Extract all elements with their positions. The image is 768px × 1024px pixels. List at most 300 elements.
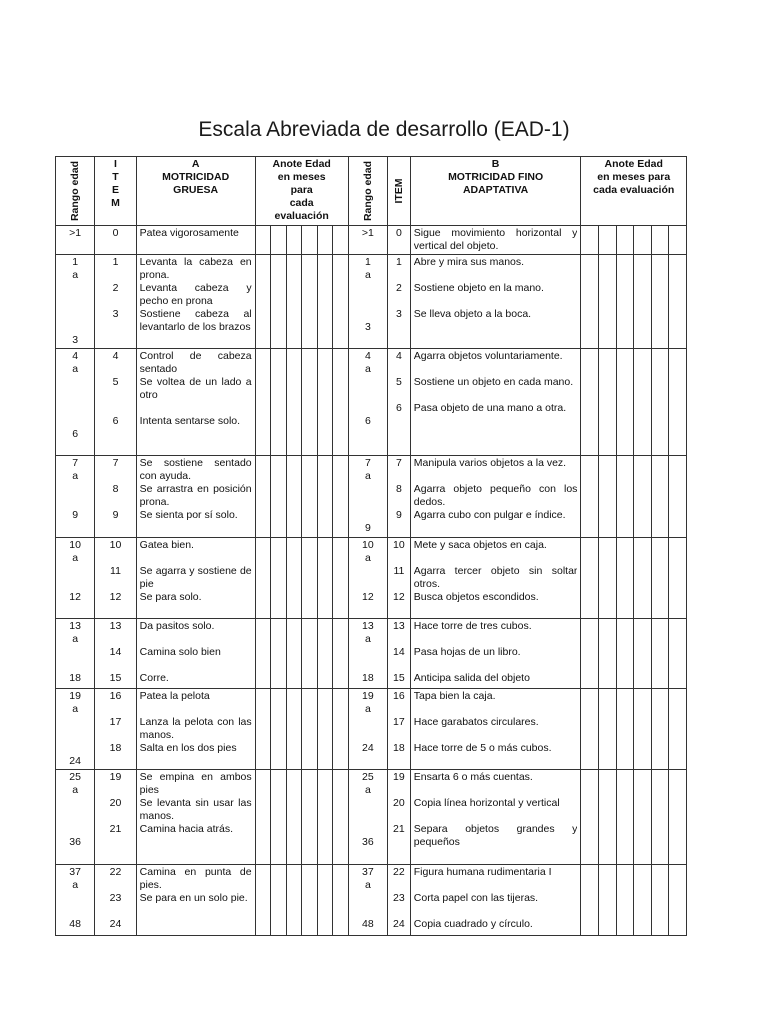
range-cell-a xyxy=(56,619,95,689)
cell-text: 37 xyxy=(69,866,81,878)
evaluation-cell-a[interactable] xyxy=(286,538,302,619)
cell-text: 9 xyxy=(364,522,371,534)
evaluation-cell-a[interactable] xyxy=(302,619,318,689)
range-cell-b xyxy=(348,226,387,255)
cell-text: 1 xyxy=(72,256,79,268)
cell-text: 10 xyxy=(362,539,374,551)
range-cell-b xyxy=(348,349,387,456)
table-row xyxy=(56,865,687,936)
evaluation-cell-a[interactable] xyxy=(333,770,349,865)
cell-text: 19 xyxy=(393,771,405,783)
evaluation-cell-b[interactable] xyxy=(616,456,634,538)
cell-text: 11 xyxy=(110,565,121,577)
cell-text: Separa objetos grandes y pequeños xyxy=(413,823,578,848)
cell-text: 25 xyxy=(362,771,374,783)
item-number-cell-b xyxy=(388,538,411,619)
evaluation-cell-b[interactable] xyxy=(651,349,669,456)
evaluation-cell-a[interactable] xyxy=(286,456,302,538)
cell-text: Sostiene objeto en la mano. xyxy=(413,282,544,294)
cell-text: 9 xyxy=(72,509,79,521)
cell-text: Se empina en ambos pies xyxy=(139,771,252,796)
item-number-cell-b xyxy=(388,770,411,865)
item-number-cell-a xyxy=(95,255,136,349)
cell-text: 13 xyxy=(109,620,122,632)
evaluation-cell-a[interactable] xyxy=(286,770,302,865)
item-number-cell-a xyxy=(95,538,136,619)
item-number-cell-a xyxy=(95,456,136,538)
table-row xyxy=(56,689,687,770)
range-cell-b xyxy=(348,865,387,936)
cell-text: 11 xyxy=(393,565,405,577)
cell-text: Gatea bien. xyxy=(139,539,194,551)
table-row xyxy=(56,619,687,689)
evaluation-cell-b[interactable] xyxy=(616,255,634,349)
item-text-cell-b xyxy=(410,619,581,689)
cell-text: Pasa hojas de un libro. xyxy=(413,646,521,658)
header-item-a: I T E M xyxy=(95,157,136,226)
cell-text: Se para solo. xyxy=(139,591,202,603)
cell-text: Patea vigorosamente xyxy=(139,227,239,239)
evaluation-cell-b[interactable] xyxy=(669,619,687,689)
cell-text: Lanza la pelota con las manos. xyxy=(139,716,252,741)
range-cell-b xyxy=(348,255,387,349)
evaluation-cell-b[interactable] xyxy=(599,619,617,689)
cell-text: a xyxy=(364,879,371,891)
evaluation-cell-a[interactable] xyxy=(333,349,349,456)
cell-text: Agarra cubo con pulgar e índice. xyxy=(413,509,566,521)
evaluation-cell-b[interactable] xyxy=(634,255,652,349)
header-anote-edad-b: Anote Edad en meses para cada evaluación xyxy=(581,157,687,226)
cell-text: 9 xyxy=(395,509,402,521)
evaluation-cell-b[interactable] xyxy=(651,865,669,936)
evaluation-cell-b[interactable] xyxy=(599,689,617,770)
evaluation-cell-a[interactable] xyxy=(271,456,287,538)
evaluation-cell-a[interactable] xyxy=(255,226,271,255)
cell-text: Camina solo bien xyxy=(139,646,221,658)
cell-text: 7 xyxy=(72,457,79,469)
cell-text: Se agarra y sostiene de pie xyxy=(139,565,252,590)
cell-text: 13 xyxy=(69,620,81,632)
cell-text: 8 xyxy=(112,483,119,495)
evaluation-cell-a[interactable] xyxy=(317,865,333,936)
evaluation-cell-b[interactable] xyxy=(599,226,617,255)
cell-text: 15 xyxy=(109,672,122,684)
range-cell-a xyxy=(56,456,95,538)
item-number-cell-a xyxy=(95,349,136,456)
cell-text: 19 xyxy=(69,690,81,702)
evaluation-cell-b[interactable] xyxy=(651,226,669,255)
cell-text: 24 xyxy=(362,742,374,754)
cell-text: 3 xyxy=(395,308,402,320)
cell-text: 25 xyxy=(69,771,81,783)
table-body xyxy=(56,226,687,936)
cell-text: Levanta la cabeza en prona. xyxy=(139,256,252,281)
item-text-cell-a xyxy=(136,538,255,619)
evaluation-cell-b[interactable] xyxy=(634,538,652,619)
item-text-cell-b xyxy=(410,865,581,936)
evaluation-cell-a[interactable] xyxy=(333,619,349,689)
evaluation-cell-a[interactable] xyxy=(317,770,333,865)
evaluation-cell-b[interactable] xyxy=(669,349,687,456)
item-text-cell-b xyxy=(410,456,581,538)
cell-text: Levanta cabeza y pecho en prona xyxy=(139,282,252,307)
evaluation-cell-b[interactable] xyxy=(581,349,599,456)
cell-text: 3 xyxy=(112,308,119,320)
item-text-cell-a xyxy=(136,349,255,456)
cell-text: 7 xyxy=(112,457,119,469)
cell-text: Hace torre de 5 o más cubos. xyxy=(413,742,552,754)
evaluation-cell-a[interactable] xyxy=(317,226,333,255)
cell-text: 19 xyxy=(362,690,374,702)
cell-text: 6 xyxy=(72,428,79,440)
cell-text: 6 xyxy=(395,402,402,414)
evaluation-cell-a[interactable] xyxy=(271,619,287,689)
cell-text: a xyxy=(72,784,79,796)
cell-text: 17 xyxy=(393,716,405,728)
item-number-cell-b xyxy=(388,689,411,770)
evaluation-cell-a[interactable] xyxy=(255,689,271,770)
cell-text: 23 xyxy=(109,892,122,904)
item-number-cell-b xyxy=(388,865,411,936)
header-row xyxy=(56,157,687,226)
cell-text: 16 xyxy=(393,690,405,702)
cell-text: 18 xyxy=(362,672,374,684)
evaluation-cell-b[interactable] xyxy=(634,689,652,770)
evaluation-cell-b[interactable] xyxy=(651,538,669,619)
cell-text: 7 xyxy=(364,457,371,469)
cell-text: Salta en los dos pies xyxy=(139,742,237,754)
cell-text: 24 xyxy=(393,918,405,930)
cell-text: 5 xyxy=(395,376,402,388)
cell-text: Mete y saca objetos en caja. xyxy=(413,539,547,551)
cell-text: 7 xyxy=(395,457,402,469)
cell-text: Busca objetos escondidos. xyxy=(413,591,539,603)
cell-text: Se levanta sin usar las manos. xyxy=(139,797,252,822)
cell-text: Hace torre de tres cubos. xyxy=(413,620,532,632)
cell-text: 12 xyxy=(362,591,374,603)
range-cell-b xyxy=(348,456,387,538)
item-text-cell-b xyxy=(410,538,581,619)
table-row xyxy=(56,349,687,456)
item-number-cell-b xyxy=(388,349,411,456)
cell-text: Agarra objeto pequeño con los dedos. xyxy=(413,483,578,508)
header-rango-edad-a: Rango edad xyxy=(56,157,95,226)
item-text-cell-a xyxy=(136,456,255,538)
evaluation-cell-b[interactable] xyxy=(581,770,599,865)
evaluation-cell-a[interactable] xyxy=(286,689,302,770)
evaluation-cell-a[interactable] xyxy=(271,689,287,770)
item-text-cell-a xyxy=(136,770,255,865)
cell-text: 3 xyxy=(364,321,371,333)
cell-text: >1 xyxy=(361,227,374,239)
evaluation-cell-b[interactable] xyxy=(634,456,652,538)
item-text-cell-a xyxy=(136,865,255,936)
cell-text: 10 xyxy=(69,539,81,551)
evaluation-cell-a[interactable] xyxy=(271,538,287,619)
cell-text: 15 xyxy=(393,672,405,684)
table-row xyxy=(56,456,687,538)
evaluation-cell-b[interactable] xyxy=(581,456,599,538)
evaluation-cell-a[interactable] xyxy=(255,349,271,456)
cell-text xyxy=(140,918,252,931)
header-anote-edad-a: Anote Edad en meses para cada evaluación xyxy=(255,157,348,226)
evaluation-cell-b[interactable] xyxy=(651,255,669,349)
evaluation-cell-a[interactable] xyxy=(255,255,271,349)
evaluation-cell-a[interactable] xyxy=(333,538,349,619)
evaluation-cell-a[interactable] xyxy=(255,456,271,538)
cell-text: Sostiene un objeto en cada mano. xyxy=(413,376,574,388)
cell-text: Sostiene cabeza al levantarlo de los brazos xyxy=(139,308,252,333)
evaluation-cell-b[interactable] xyxy=(599,456,617,538)
cell-text: 18 xyxy=(69,672,81,684)
header-rango-edad-b: Rango edad xyxy=(348,157,387,226)
evaluation-cell-b[interactable] xyxy=(599,255,617,349)
evaluation-cell-b[interactable] xyxy=(651,689,669,770)
evaluation-cell-a[interactable] xyxy=(333,226,349,255)
evaluation-cell-a[interactable] xyxy=(302,456,318,538)
evaluation-cell-a[interactable] xyxy=(317,349,333,456)
evaluation-cell-b[interactable] xyxy=(669,226,687,255)
evaluation-cell-b[interactable] xyxy=(669,456,687,538)
range-cell-b xyxy=(348,619,387,689)
evaluation-cell-a[interactable] xyxy=(302,255,318,349)
item-text-cell-b xyxy=(410,770,581,865)
range-cell-a xyxy=(56,770,95,865)
item-number-cell-a xyxy=(95,619,136,689)
cell-text: Ensarta 6 o más cuentas. xyxy=(413,771,533,783)
item-text-cell-a xyxy=(136,689,255,770)
evaluation-cell-b[interactable] xyxy=(634,770,652,865)
table-row xyxy=(56,226,687,255)
range-cell-a xyxy=(56,255,95,349)
range-cell-a xyxy=(56,865,95,936)
header-motricidad-gruesa: A MOTRICIDAD GRUESA xyxy=(136,157,255,226)
evaluation-cell-b[interactable] xyxy=(651,770,669,865)
cell-text: Se sienta por sí solo. xyxy=(139,509,238,521)
cell-text: 8 xyxy=(395,483,402,495)
evaluation-cell-b[interactable] xyxy=(581,226,599,255)
cell-text: a xyxy=(72,269,79,281)
cell-text: 0 xyxy=(395,227,402,239)
cell-text: 18 xyxy=(109,742,122,754)
evaluation-cell-b[interactable] xyxy=(616,226,634,255)
item-text-cell-a xyxy=(136,226,255,255)
evaluation-cell-b[interactable] xyxy=(599,349,617,456)
cell-text: 12 xyxy=(393,591,405,603)
cell-text: 10 xyxy=(109,539,122,551)
evaluation-cell-b[interactable] xyxy=(599,770,617,865)
evaluation-cell-b[interactable] xyxy=(581,865,599,936)
cell-text: Camina en punta de pies. xyxy=(139,866,252,891)
cell-text: 9 xyxy=(112,509,119,521)
evaluation-cell-b[interactable] xyxy=(581,619,599,689)
evaluation-cell-a[interactable] xyxy=(317,255,333,349)
cell-text: a xyxy=(72,879,79,891)
evaluation-cell-a[interactable] xyxy=(333,865,349,936)
cell-text: 17 xyxy=(109,716,122,728)
cell-text: 22 xyxy=(393,866,405,878)
evaluation-cell-b[interactable] xyxy=(669,255,687,349)
evaluation-cell-b[interactable] xyxy=(581,689,599,770)
evaluation-cell-a[interactable] xyxy=(302,865,318,936)
cell-text: Copia cuadrado y círculo. xyxy=(413,918,533,930)
cell-text: Se sostiene sentado con ayuda. xyxy=(139,457,252,482)
cell-text: 4 xyxy=(364,350,371,362)
evaluation-cell-b[interactable] xyxy=(599,865,617,936)
cell-text: 13 xyxy=(362,620,374,632)
evaluation-cell-a[interactable] xyxy=(302,226,318,255)
table-row xyxy=(56,538,687,619)
evaluation-cell-a[interactable] xyxy=(286,865,302,936)
header-item-b: ITEM xyxy=(388,157,411,226)
cell-text: a xyxy=(364,703,371,715)
evaluation-cell-a[interactable] xyxy=(255,538,271,619)
evaluation-cell-b[interactable] xyxy=(616,770,634,865)
cell-text: 20 xyxy=(393,797,405,809)
page-title: Escala Abreviada de desarrollo (EAD-1) xyxy=(198,118,570,141)
evaluation-cell-a[interactable] xyxy=(271,865,287,936)
evaluation-cell-b[interactable] xyxy=(669,538,687,619)
evaluation-cell-a[interactable] xyxy=(255,770,271,865)
evaluation-cell-b[interactable] xyxy=(616,349,634,456)
evaluation-cell-b[interactable] xyxy=(581,538,599,619)
cell-text: 10 xyxy=(393,539,405,551)
cell-text: a xyxy=(364,470,371,482)
cell-text: Se lleva objeto a la boca. xyxy=(413,308,532,320)
cell-text: 20 xyxy=(109,797,122,809)
cell-text: Copia línea horizontal y vertical xyxy=(413,797,560,809)
evaluation-cell-a[interactable] xyxy=(271,226,287,255)
cell-text: 16 xyxy=(109,690,122,702)
evaluation-cell-b[interactable] xyxy=(669,689,687,770)
cell-text: 14 xyxy=(109,646,122,658)
evaluation-cell-a[interactable] xyxy=(333,689,349,770)
cell-text: a xyxy=(72,633,79,645)
cell-text: 36 xyxy=(362,836,374,848)
item-number-cell-b xyxy=(388,226,411,255)
evaluation-cell-b[interactable] xyxy=(634,619,652,689)
evaluation-cell-a[interactable] xyxy=(255,865,271,936)
cell-text: >1 xyxy=(69,227,82,239)
evaluation-cell-b[interactable] xyxy=(634,865,652,936)
evaluation-cell-b[interactable] xyxy=(669,865,687,936)
evaluation-cell-b[interactable] xyxy=(616,619,634,689)
evaluation-cell-b[interactable] xyxy=(581,255,599,349)
evaluation-cell-a[interactable] xyxy=(271,349,287,456)
cell-text: 22 xyxy=(109,866,122,878)
item-number-cell-a xyxy=(95,689,136,770)
item-text-cell-b xyxy=(410,349,581,456)
cell-text: 24 xyxy=(69,755,81,767)
cell-text: 19 xyxy=(109,771,122,783)
table-row xyxy=(56,770,687,865)
cell-text: 18 xyxy=(393,742,405,754)
evaluation-cell-b[interactable] xyxy=(669,770,687,865)
cell-text: Patea la pelota xyxy=(139,690,210,702)
evaluation-cell-b[interactable] xyxy=(616,689,634,770)
evaluation-cell-a[interactable] xyxy=(286,619,302,689)
cell-text: 2 xyxy=(395,282,402,294)
range-cell-b xyxy=(348,770,387,865)
cell-text: 24 xyxy=(109,918,122,930)
range-cell-b xyxy=(348,689,387,770)
cell-text: Se voltea de un lado a otro xyxy=(139,376,252,401)
evaluation-cell-b[interactable] xyxy=(616,538,634,619)
cell-text: 1 xyxy=(364,256,371,268)
cell-text: 21 xyxy=(393,823,405,835)
cell-text: Agarra objetos voluntariamente. xyxy=(413,350,563,362)
cell-text: 0 xyxy=(112,227,119,239)
cell-text: a xyxy=(364,269,371,281)
evaluation-cell-b[interactable] xyxy=(616,865,634,936)
cell-text: 12 xyxy=(69,591,81,603)
item-number-cell-b xyxy=(388,619,411,689)
evaluation-cell-b[interactable] xyxy=(634,226,652,255)
evaluation-cell-a[interactable] xyxy=(302,349,318,456)
evaluation-cell-b[interactable] xyxy=(634,349,652,456)
cell-text: Tapa bien la caja. xyxy=(413,690,496,702)
cell-text: Corre. xyxy=(139,672,169,684)
range-cell-b xyxy=(348,538,387,619)
cell-text: 2 xyxy=(112,282,119,294)
evaluation-cell-a[interactable] xyxy=(333,255,349,349)
cell-text: Figura humana rudimentaria I xyxy=(413,866,552,878)
ead-table xyxy=(55,156,687,936)
cell-text: Intenta sentarse solo. xyxy=(139,415,241,427)
cell-text: Anticipa salida del objeto xyxy=(413,672,530,684)
cell-text: Da pasitos solo. xyxy=(139,620,215,632)
item-number-cell-a xyxy=(95,865,136,936)
evaluation-cell-a[interactable] xyxy=(271,255,287,349)
evaluation-cell-a[interactable] xyxy=(302,770,318,865)
evaluation-cell-a[interactable] xyxy=(333,456,349,538)
cell-text: 4 xyxy=(112,350,119,362)
cell-text: a xyxy=(72,470,79,482)
item-number-cell-a xyxy=(95,226,136,255)
evaluation-cell-a[interactable] xyxy=(302,689,318,770)
cell-text: a xyxy=(364,363,371,375)
cell-text: Agarra tercer objeto sin soltar otros. xyxy=(413,565,578,590)
evaluation-cell-a[interactable] xyxy=(317,689,333,770)
cell-text: Abre y mira sus manos. xyxy=(413,256,525,268)
cell-text: Pasa objeto de una mano a otra. xyxy=(413,402,567,414)
evaluation-cell-a[interactable] xyxy=(302,538,318,619)
evaluation-cell-a[interactable] xyxy=(255,619,271,689)
evaluation-cell-b[interactable] xyxy=(599,538,617,619)
evaluation-cell-a[interactable] xyxy=(317,619,333,689)
cell-text: 1 xyxy=(112,256,119,268)
evaluation-cell-b[interactable] xyxy=(651,619,669,689)
item-text-cell-b xyxy=(410,226,581,255)
item-number-cell-a xyxy=(95,770,136,865)
cell-text: 36 xyxy=(69,836,81,848)
item-number-cell-b xyxy=(388,456,411,538)
item-number-cell-b xyxy=(388,255,411,349)
evaluation-cell-a[interactable] xyxy=(286,255,302,349)
cell-text: 14 xyxy=(393,646,405,658)
evaluation-cell-a[interactable] xyxy=(286,349,302,456)
evaluation-cell-a[interactable] xyxy=(286,226,302,255)
cell-text: 6 xyxy=(364,415,371,427)
evaluation-cell-a[interactable] xyxy=(271,770,287,865)
cell-text: Corta papel con las tijeras. xyxy=(413,892,539,904)
evaluation-cell-a[interactable] xyxy=(317,456,333,538)
range-cell-a xyxy=(56,689,95,770)
cell-text: 13 xyxy=(393,620,405,632)
evaluation-cell-a[interactable] xyxy=(317,538,333,619)
item-text-cell-b xyxy=(410,689,581,770)
evaluation-cell-b[interactable] xyxy=(651,456,669,538)
